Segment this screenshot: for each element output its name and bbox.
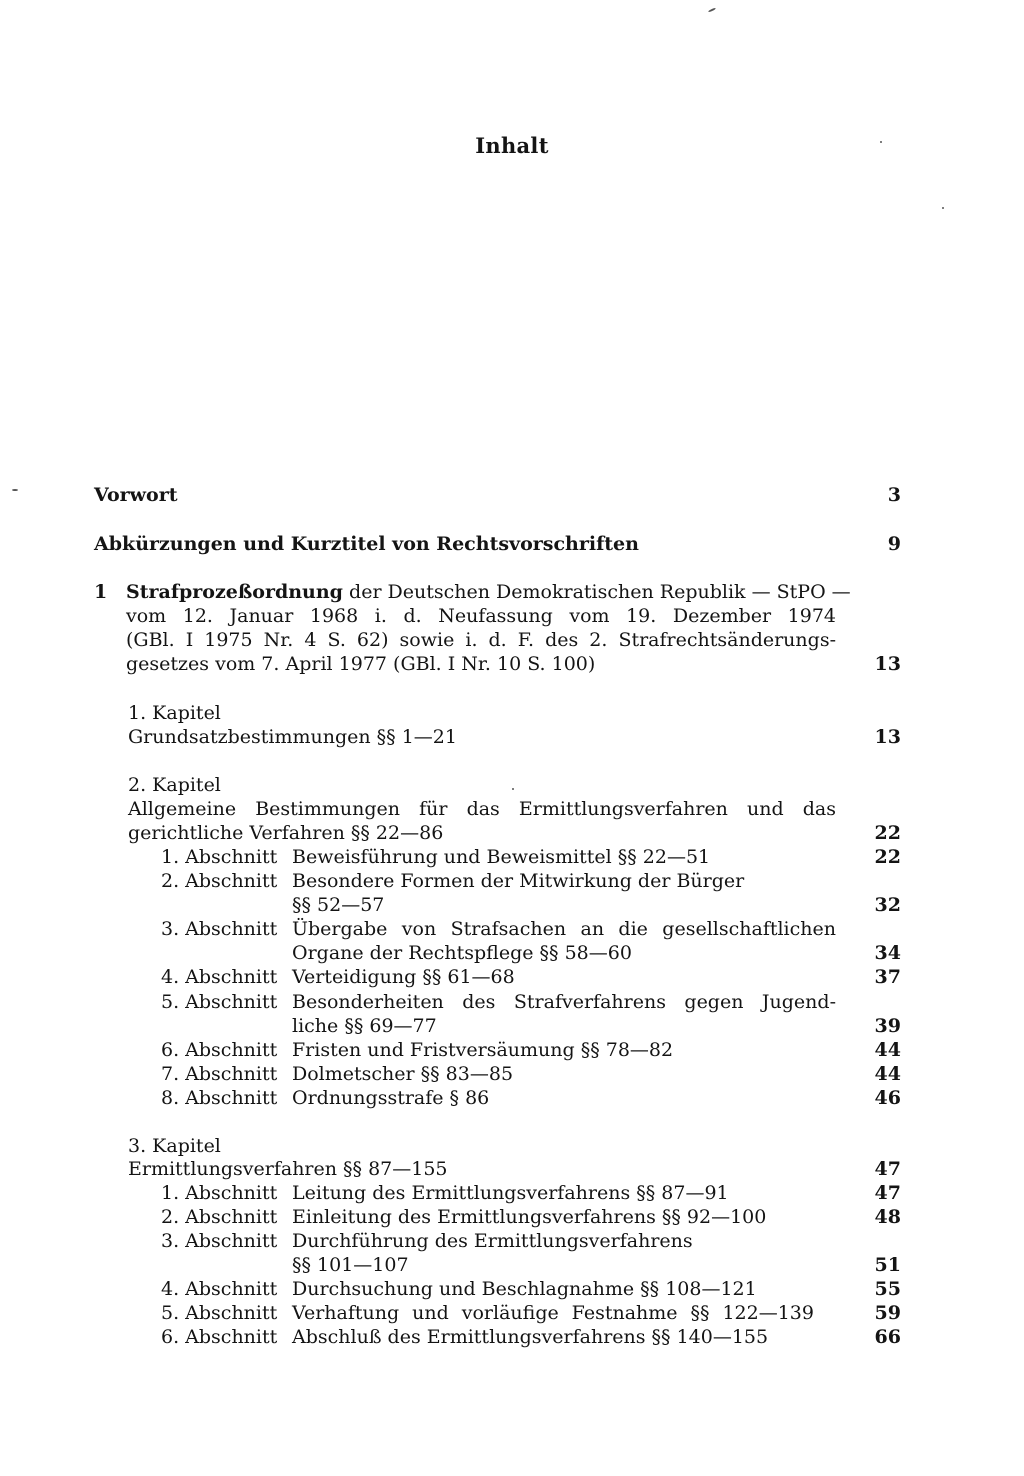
page-number: 22	[874, 846, 901, 868]
chapter-title: gerichtliche Verfahren §§ 22—86	[128, 822, 444, 844]
chapter-title: Grundsatzbestimmungen §§ 1—21	[128, 726, 457, 748]
page-number: 39	[874, 1015, 901, 1037]
page-number: 32	[874, 894, 901, 916]
page-number: 47	[874, 1158, 901, 1180]
toc-entry-vorwort: Vorwort	[94, 484, 178, 506]
section-title-rest: der Deutschen Demokratischen Republik — StPO —	[349, 581, 851, 603]
section-title: Durchsuchung und Beschlagnahme §§ 108—121	[292, 1278, 757, 1300]
section-title: Dolmetscher §§ 83—85	[292, 1063, 514, 1085]
chapter-label: 3. Kapitel	[128, 1135, 221, 1157]
scan-speck	[512, 788, 514, 790]
page-title: Inhalt	[475, 133, 549, 158]
section-title: Fristen und Fristversäumung §§ 78—82	[292, 1039, 674, 1061]
section-label: 1. Abschnitt	[161, 1182, 278, 1204]
section-label: 6. Abschnitt	[161, 1039, 278, 1061]
section-title-line: gesetzes vom 7. April 1977 (GBl. I Nr. 10 S. 100)	[126, 653, 596, 675]
page-number: 55	[874, 1278, 901, 1300]
chapter-label: 1. Kapitel	[128, 702, 221, 724]
page-number: 51	[874, 1254, 901, 1276]
section-title: Einleitung des Ermittlungsverfahrens §§ 92—100	[292, 1206, 767, 1228]
section-title: §§ 101—107	[292, 1254, 409, 1276]
section-title: liche §§ 69—77	[292, 1015, 437, 1037]
section-label: 1. Abschnitt	[161, 846, 278, 868]
section-label: 3. Abschnitt	[161, 1230, 278, 1252]
page-number: 46	[874, 1087, 901, 1109]
page-number: 13	[874, 653, 901, 675]
scan-speck	[12, 489, 18, 491]
section-label: 5. Abschnitt	[161, 991, 278, 1013]
section-label: 5. Abschnitt	[161, 1302, 278, 1324]
section-label: 4. Abschnitt	[161, 966, 278, 988]
page-number: 37	[874, 966, 901, 988]
section-label: 4. Abschnitt	[161, 1278, 278, 1300]
page-number: 22	[874, 822, 901, 844]
section-title: Besondere Formen der Mitwirkung der Bürger	[292, 870, 745, 892]
section-label: 8. Abschnitt	[161, 1087, 278, 1109]
section-label: 6. Abschnitt	[161, 1326, 278, 1348]
section-title-line: (GBl. I 1975 Nr. 4 S. 62) sowie i. d. F. des 2. Strafrechtsänderungs-	[126, 629, 836, 651]
section-title: Durchführung des Ermittlungsverfahrens	[292, 1230, 693, 1252]
scan-speck	[708, 7, 716, 12]
section-title: Verteidigung §§ 61—68	[292, 966, 515, 988]
page-number: 44	[874, 1063, 901, 1085]
page-number: 47	[874, 1182, 901, 1204]
page-number: 9	[887, 533, 901, 555]
section-title: Abschluß des Ermittlungsverfahrens §§ 140—155	[292, 1326, 769, 1348]
section-number: 1	[94, 581, 108, 603]
section-title: Leitung des Ermittlungsverfahrens §§ 87—91	[292, 1182, 729, 1204]
page-number: 44	[874, 1039, 901, 1061]
chapter-title: Ermittlungsverfahren §§ 87—155	[128, 1158, 448, 1180]
section-title-line	[126, 580, 851, 604]
section-label: 7. Abschnitt	[161, 1063, 278, 1085]
section-title-bold: Strafprozeßordnung	[126, 581, 343, 603]
section-label: 2. Abschnitt	[161, 870, 278, 892]
section-title: Besonderheiten des Strafverfahrens gegen Jugend-	[292, 991, 836, 1013]
section-title: Beweisführung und Beweismittel §§ 22—51	[292, 846, 711, 868]
section-title-line: vom 12. Januar 1968 i. d. Neufassung vom 19. Dezember 1974	[126, 605, 836, 627]
section-label: 2. Abschnitt	[161, 1206, 278, 1228]
page-number: 13	[874, 726, 901, 748]
section-title: §§ 52—57	[292, 894, 385, 916]
chapter-title: Allgemeine Bestimmungen für das Ermittlungsverfahren und das	[128, 798, 836, 820]
page-number: 48	[874, 1206, 901, 1228]
page-number: 34	[874, 942, 901, 964]
section-title: Ordnungsstrafe § 86	[292, 1087, 490, 1109]
section-label: 3. Abschnitt	[161, 918, 278, 940]
page-number: 66	[874, 1326, 901, 1348]
page-number: 59	[874, 1302, 901, 1324]
page-number: 3	[887, 484, 901, 506]
toc-entry-abkuerzungen: Abkürzungen und Kurztitel von Rechtsvorschriften	[94, 533, 639, 555]
section-title: Verhaftung und vorläufige Festnahme §§ 122—139	[292, 1302, 814, 1324]
scan-speck	[942, 207, 944, 209]
section-title: Übergabe von Strafsachen an die gesellschaftlichen	[292, 918, 836, 940]
section-title: Organe der Rechtspflege §§ 58—60	[292, 942, 632, 964]
chapter-label: 2. Kapitel	[128, 774, 221, 796]
